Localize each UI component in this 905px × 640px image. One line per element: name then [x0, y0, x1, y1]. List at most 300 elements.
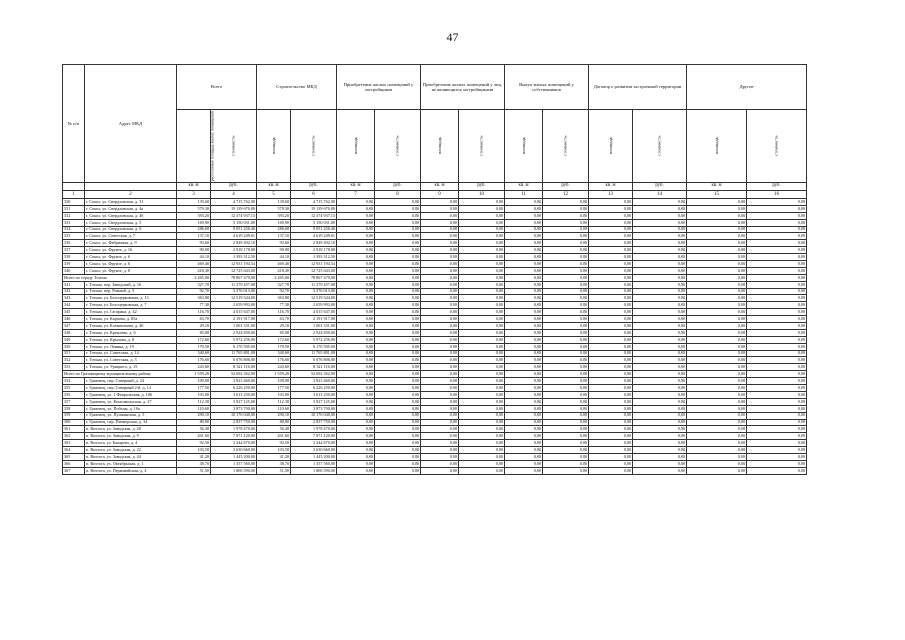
- row-zero-value: 0,00: [687, 233, 747, 240]
- row-zero-value: 0,00: [633, 419, 687, 426]
- row-construction-area: 172,60: [257, 336, 291, 343]
- row-zero-value: 0,00: [337, 261, 375, 268]
- row-total-cost: 2 191 917,00: [211, 316, 257, 323]
- row-total-area: 80,90: [177, 419, 211, 426]
- header-group-total: Всего: [177, 65, 257, 110]
- row-zero-value: 0,00: [337, 316, 375, 323]
- row-zero-value: 0,00: [375, 219, 421, 226]
- row-total-cost: 6 176 595,00: [211, 343, 257, 350]
- row-zero-value: 0,00: [633, 212, 687, 219]
- row-zero-value: 0,00: [337, 233, 375, 240]
- subheader-cost: стоимость: [543, 110, 589, 183]
- row-zero-value: 0,00: [421, 247, 459, 254]
- row-zero-value: 0,00: [747, 295, 807, 302]
- row-zero-value: 0,00: [459, 371, 505, 378]
- row-zero-value: 0,00: [459, 309, 505, 316]
- row-zero-value: 0,00: [747, 447, 807, 454]
- row-address: г. Тотьма, ул. Советская, д. 3: [85, 357, 177, 364]
- row-zero-value: 0,00: [633, 426, 687, 433]
- row-number: 331: [63, 205, 85, 212]
- row-total-area: 90,00: [177, 247, 211, 254]
- row-number: 342: [63, 288, 85, 295]
- row-zero-value: 0,00: [747, 343, 807, 350]
- row-zero-value: 0,00: [375, 261, 421, 268]
- row-zero-value: 0,00: [337, 343, 375, 350]
- table-row: [63, 267, 807, 274]
- row-zero-value: 0,00: [633, 302, 687, 309]
- row-zero-value: 0,00: [747, 385, 807, 392]
- row-total-cost: 7 071 120,00: [211, 433, 257, 440]
- row-total-cost: 1 393 312,50: [211, 254, 257, 261]
- row-zero-value: 0,00: [337, 364, 375, 371]
- row-construction-cost: 3 376 013,00: [291, 288, 337, 295]
- row-zero-value: 0,00: [687, 405, 747, 412]
- table-row: [63, 357, 807, 364]
- row-zero-value: 0,00: [459, 460, 505, 467]
- row-number: 356: [63, 391, 85, 398]
- row-zero-value: 0,00: [543, 309, 589, 316]
- row-zero-value: 0,00: [337, 267, 375, 274]
- row-construction-area: 92,50: [257, 440, 291, 447]
- row-zero-value: 0,00: [375, 419, 421, 426]
- row-zero-value: 0,00: [687, 288, 747, 295]
- row-zero-value: 0,00: [505, 467, 543, 474]
- row-zero-value: 0,00: [633, 323, 687, 330]
- table-row: [63, 233, 807, 240]
- row-zero-value: 0,00: [543, 350, 589, 357]
- row-zero-value: 0,00: [633, 261, 687, 268]
- row-address: п. Вохтога, ул. Заводская, д. 20: [85, 426, 177, 433]
- row-zero-value: 0,00: [459, 378, 505, 385]
- row-zero-value: 0,00: [747, 316, 807, 323]
- row-zero-value: 0,00: [589, 385, 633, 392]
- row-total-cost: 1 357 560,00: [211, 460, 257, 467]
- row-zero-value: 0,00: [589, 378, 633, 385]
- row-zero-value: 0,00: [687, 467, 747, 474]
- row-address: г. Сокол, ул. Свердловская, д. 4б: [85, 212, 177, 219]
- row-construction-cost: 2 849 492,10: [291, 240, 337, 247]
- row-zero-value: 0,00: [543, 323, 589, 330]
- row-zero-value: 0,00: [687, 453, 747, 460]
- row-zero-value: 0,00: [543, 343, 589, 350]
- header-group-developers: Приобретение жилых помещений у застройщиков: [337, 65, 421, 110]
- row-zero-value: 0,00: [505, 205, 543, 212]
- row-construction-cost: 2 837 750,00: [291, 419, 337, 426]
- row-construction-area: 169,90: [257, 219, 291, 226]
- header-group-construction: Строительство МКД: [257, 65, 337, 110]
- row-zero-value: 0,00: [421, 316, 459, 323]
- row-construction-area: 110,60: [257, 405, 291, 412]
- row-zero-value: 0,00: [589, 357, 633, 364]
- row-zero-value: 0,00: [337, 274, 375, 281]
- row-total-cost: 3 823 460,00: [211, 378, 257, 385]
- row-zero-value: 0,00: [375, 267, 421, 274]
- subheader-area: площадь: [505, 110, 543, 183]
- row-total-area: 201,60: [177, 433, 211, 440]
- row-zero-value: 0,00: [337, 419, 375, 426]
- row-zero-value: 0,00: [421, 295, 459, 302]
- row-zero-value: 0,00: [337, 288, 375, 295]
- row-zero-value: 0,00: [633, 254, 687, 261]
- row-zero-value: 0,00: [687, 226, 747, 233]
- row-zero-value: 0,00: [337, 295, 375, 302]
- row-zero-value: 0,00: [375, 433, 421, 440]
- table-row: [63, 378, 807, 385]
- row-construction-area: 177,50: [257, 385, 291, 392]
- table-row: [63, 261, 807, 268]
- row-total-area: 85,00: [177, 329, 211, 336]
- row-construction-cost: 2 918 178,00: [291, 247, 337, 254]
- row-zero-value: 0,00: [589, 247, 633, 254]
- row-zero-value: 0,00: [337, 212, 375, 219]
- row-zero-value: 0,00: [543, 391, 589, 398]
- row-construction-area: 579,30: [257, 205, 291, 212]
- row-total-cost: 5 150 031,00: [211, 219, 257, 226]
- row-zero-value: 0,00: [459, 247, 505, 254]
- row-zero-value: 0,00: [375, 378, 421, 385]
- row-construction-area: 63,70: [257, 316, 291, 323]
- row-zero-value: 0,00: [421, 460, 459, 467]
- row-total-cost: 2 918 178,00: [211, 247, 257, 254]
- row-zero-value: 0,00: [747, 398, 807, 405]
- row-address: г. Тотьма, пер. Заводский, д. 16: [85, 281, 177, 288]
- row-zero-value: 0,00: [459, 233, 505, 240]
- row-zero-value: 0,00: [543, 405, 589, 412]
- row-number: 362: [63, 433, 85, 440]
- row-total-cost: 6 226 250,00: [211, 385, 257, 392]
- row-zero-value: 0,00: [337, 426, 375, 433]
- row-total-area: 38,70: [177, 460, 211, 467]
- row-zero-value: 0,00: [421, 267, 459, 274]
- row-zero-value: 0,00: [459, 440, 505, 447]
- row-total-area: 77,30: [177, 302, 211, 309]
- header-address: Адрес МКД: [85, 65, 177, 183]
- row-zero-value: 0,00: [459, 254, 505, 261]
- row-zero-value: 0,00: [747, 233, 807, 240]
- row-zero-value: 0,00: [687, 343, 747, 350]
- row-zero-value: 0,00: [633, 398, 687, 405]
- row-zero-value: 0,00: [633, 440, 687, 447]
- row-zero-value: 0,00: [337, 440, 375, 447]
- row-zero-value: 0,00: [375, 364, 421, 371]
- row-zero-value: 0,00: [459, 261, 505, 268]
- row-zero-value: 0,00: [337, 205, 375, 212]
- row-zero-value: 0,00: [633, 447, 687, 454]
- row-construction-cost: 1 357 560,00: [291, 460, 337, 467]
- row-zero-value: 0,00: [633, 350, 687, 357]
- row-zero-value: 0,00: [687, 302, 747, 309]
- row-zero-value: 0,00: [589, 329, 633, 336]
- row-zero-value: 0,00: [633, 267, 687, 274]
- row-total-cost: 1 978 470,00: [211, 426, 257, 433]
- row-total-cost: 4 715 762,00: [211, 199, 257, 206]
- row-construction-area: 85,00: [257, 329, 291, 336]
- row-zero-value: 0,00: [633, 226, 687, 233]
- row-zero-value: 0,00: [543, 385, 589, 392]
- row-zero-value: 0,00: [337, 329, 375, 336]
- row-address: г. Грязовец, ул. Пушкинская, д. 5: [85, 412, 177, 419]
- row-total-cost: 2 837 750,00: [211, 419, 257, 426]
- row-total-cost: 9 051 256,46: [211, 226, 257, 233]
- row-total-cost: 3 244 670,00: [211, 440, 257, 447]
- row-zero-value: 0,00: [459, 343, 505, 350]
- row-zero-value: 0,00: [505, 288, 543, 295]
- row-zero-value: 0,00: [421, 447, 459, 454]
- row-construction-cost: 10 176 040,00: [291, 412, 337, 419]
- table-row: [63, 440, 807, 447]
- table-row: [63, 302, 807, 309]
- row-total-cost: 4 015 647,00: [211, 309, 257, 316]
- row-zero-value: 0,00: [421, 426, 459, 433]
- row-zero-value: 0,00: [589, 219, 633, 226]
- row-number: 359: [63, 412, 85, 419]
- row-zero-value: 0,00: [687, 398, 747, 405]
- row-zero-value: 0,00: [337, 447, 375, 454]
- row-zero-value: 0,00: [505, 405, 543, 412]
- row-zero-value: 0,00: [375, 440, 421, 447]
- row-total-area: 112,30: [177, 398, 211, 405]
- row-zero-value: 0,00: [589, 412, 633, 419]
- row-zero-value: 0,00: [421, 261, 459, 268]
- row-construction-cost: 3 613 250,00: [291, 391, 337, 398]
- row-total-area: 340,60: [177, 350, 211, 357]
- units-row: кв. м руб. кв. м руб. кв. м руб. кв. м руб. кв. м руб. кв. м руб. кв. м руб.: [63, 183, 807, 191]
- row-zero-value: 0,00: [633, 378, 687, 385]
- row-total-area: 116,70: [177, 309, 211, 316]
- row-zero-value: 0,00: [459, 405, 505, 412]
- table-row-total: [63, 371, 807, 378]
- row-zero-value: 0,00: [543, 336, 589, 343]
- row-construction-area: 41,20: [257, 453, 291, 460]
- row-zero-value: 0,00: [747, 336, 807, 343]
- row-total-area: 169,90: [177, 219, 211, 226]
- row-construction-cost: 4 619 249,01: [291, 233, 337, 240]
- row-zero-value: 0,00: [505, 226, 543, 233]
- row-address: п. Вохтога, ул. Заводская, д. 22: [85, 447, 177, 454]
- row-zero-value: 0,00: [375, 281, 421, 288]
- row-number: 335: [63, 233, 85, 240]
- row-zero-value: 0,00: [687, 447, 747, 454]
- row-construction-cost: 3 823 460,00: [291, 378, 337, 385]
- row-zero-value: 0,00: [543, 453, 589, 460]
- row-number: 363: [63, 440, 85, 447]
- row-address: г. Грязовец, пер. Северный 2-й, д. 14: [85, 385, 177, 392]
- row-zero-value: 0,00: [687, 336, 747, 343]
- row-zero-value: 0,00: [459, 364, 505, 371]
- row-total-cost: 2 924 850,00: [211, 329, 257, 336]
- subheader-area: площадь: [337, 110, 375, 183]
- row-zero-value: 0,00: [421, 357, 459, 364]
- table-row: [63, 329, 807, 336]
- row-zero-value: 0,00: [375, 391, 421, 398]
- row-zero-value: 0,00: [747, 247, 807, 254]
- row-construction-cost: 6 176 595,00: [291, 343, 337, 350]
- row-construction-area: 93,60: [257, 240, 291, 247]
- row-zero-value: 0,00: [459, 385, 505, 392]
- row-address: г. Тотьма, ул. Белоцерковская, д. 7: [85, 302, 177, 309]
- row-number: 340: [63, 267, 85, 274]
- row-zero-value: 0,00: [505, 343, 543, 350]
- row-number: 355: [63, 385, 85, 392]
- row-zero-value: 0,00: [337, 254, 375, 261]
- row-construction-cost: 8 321 116,00: [291, 364, 337, 371]
- row-zero-value: 0,00: [421, 405, 459, 412]
- row-zero-value: 0,00: [589, 288, 633, 295]
- row-zero-value: 0,00: [687, 378, 747, 385]
- row-zero-value: 0,00: [505, 309, 543, 316]
- row-total-area: 92,50: [177, 440, 211, 447]
- row-zero-value: 0,00: [543, 247, 589, 254]
- row-zero-value: 0,00: [589, 467, 633, 474]
- row-zero-value: 0,00: [505, 453, 543, 460]
- row-total-area: 103,50: [177, 447, 211, 454]
- row-zero-value: 0,00: [543, 412, 589, 419]
- row-zero-value: 0,00: [375, 460, 421, 467]
- row-zero-value: 0,00: [375, 247, 421, 254]
- row-zero-value: 0,00: [633, 364, 687, 371]
- row-construction-area: 137,10: [257, 233, 291, 240]
- row-number: 367: [63, 467, 85, 474]
- row-zero-value: 0,00: [687, 412, 747, 419]
- table-row: [63, 336, 807, 343]
- row-zero-value: 0,00: [543, 357, 589, 364]
- row-zero-value: 0,00: [375, 309, 421, 316]
- row-construction-cost: 12 374 937,13: [291, 212, 337, 219]
- header-group-buyout: Выкуп жилых помещений у собственников: [505, 65, 589, 110]
- subheader-area: площадь: [257, 110, 291, 183]
- row-zero-value: 0,00: [375, 426, 421, 433]
- row-zero-value: 0,00: [337, 219, 375, 226]
- row-zero-value: 0,00: [747, 205, 807, 212]
- row-zero-value: 0,00: [375, 274, 421, 281]
- row-zero-value: 0,00: [633, 357, 687, 364]
- row-zero-value: 0,00: [505, 440, 543, 447]
- row-construction-cost: 11 765 801,00: [291, 350, 337, 357]
- row-zero-value: 0,00: [633, 467, 687, 474]
- row-total-cost: 11 379 457,00: [211, 281, 257, 288]
- table-row: [63, 460, 807, 467]
- row-address: г. Тотьма, ул. Советская, д. 14: [85, 350, 177, 357]
- row-zero-value: 0,00: [459, 295, 505, 302]
- row-number: 341: [63, 281, 85, 288]
- row-total-cost: 10 176 040,00: [211, 412, 257, 419]
- row-zero-value: 0,00: [459, 302, 505, 309]
- table-row: [63, 405, 807, 412]
- row-zero-value: 0,00: [505, 364, 543, 371]
- row-zero-value: 0,00: [747, 240, 807, 247]
- row-total-area: 51,50: [177, 467, 211, 474]
- row-address: г. Сокол, ул. Советская, д. 7: [85, 233, 177, 240]
- row-zero-value: 0,00: [505, 385, 543, 392]
- row-construction-area: 2 265,00: [257, 274, 291, 281]
- table-row: [63, 219, 807, 226]
- row-construction-cost: 3 630 660,00: [291, 447, 337, 454]
- row-zero-value: 0,00: [543, 426, 589, 433]
- row-total-cost: 2 659 993,00: [211, 302, 257, 309]
- row-zero-value: 0,00: [459, 447, 505, 454]
- row-construction-area: 176,60: [257, 357, 291, 364]
- subheader-cost: стоимость: [211, 110, 257, 183]
- row-address: п. Вохтога, ул. Заводская, д. 44: [85, 453, 177, 460]
- row-construction-cost: 1 445 200,00: [291, 453, 337, 460]
- row-zero-value: 0,00: [459, 350, 505, 357]
- row-zero-value: 0,00: [633, 316, 687, 323]
- row-zero-value: 0,00: [589, 398, 633, 405]
- table-row: [63, 281, 807, 288]
- row-zero-value: 0,00: [589, 453, 633, 460]
- row-zero-value: 0,00: [633, 295, 687, 302]
- row-zero-value: 0,00: [421, 205, 459, 212]
- row-zero-value: 0,00: [589, 364, 633, 371]
- row-number: 350: [63, 343, 85, 350]
- row-number: 347: [63, 323, 85, 330]
- row-zero-value: 0,00: [543, 233, 589, 240]
- row-zero-value: 0,00: [747, 274, 807, 281]
- row-zero-value: 0,00: [375, 405, 421, 412]
- row-construction-area: 116,70: [257, 309, 291, 316]
- row-total-area: 172,60: [177, 336, 211, 343]
- row-zero-value: 0,00: [687, 385, 747, 392]
- row-zero-value: 0,00: [421, 371, 459, 378]
- row-zero-value: 0,00: [505, 254, 543, 261]
- row-construction-area: 38,70: [257, 460, 291, 467]
- row-zero-value: 0,00: [543, 378, 589, 385]
- table-row: [63, 240, 807, 247]
- row-zero-value: 0,00: [459, 212, 505, 219]
- row-zero-value: 0,00: [505, 350, 543, 357]
- row-zero-value: 0,00: [375, 254, 421, 261]
- row-zero-value: 0,00: [633, 205, 687, 212]
- row-zero-value: 0,00: [337, 398, 375, 405]
- column-numbers-row: 1 2 3 4 5 6 7 8 9 10 11 12 13 14 15 16: [63, 191, 807, 199]
- row-total-cost: 12 374 937,13: [211, 212, 257, 219]
- row-zero-value: 0,00: [421, 412, 459, 419]
- row-address: г. Сокол, ул. Фрунзе, д. 6: [85, 254, 177, 261]
- row-zero-value: 0,00: [747, 467, 807, 474]
- row-zero-value: 0,00: [543, 302, 589, 309]
- table-row: [63, 226, 807, 233]
- row-zero-value: 0,00: [687, 460, 747, 467]
- row-total-area: 363,80: [177, 295, 211, 302]
- row-zero-value: 0,00: [337, 453, 375, 460]
- row-zero-value: 0,00: [747, 405, 807, 412]
- row-zero-value: 0,00: [543, 281, 589, 288]
- row-zero-value: 0,00: [505, 329, 543, 336]
- row-zero-value: 0,00: [589, 336, 633, 343]
- table-row: [63, 323, 807, 330]
- row-address: г. Грязовец, ул. 1 Февральская, д. 106: [85, 391, 177, 398]
- row-total-cost: 8 321 116,00: [211, 364, 257, 371]
- row-construction-cost: 6 076 806,00: [291, 357, 337, 364]
- row-zero-value: 0,00: [375, 226, 421, 233]
- row-zero-value: 0,00: [543, 364, 589, 371]
- row-zero-value: 0,00: [337, 323, 375, 330]
- row-construction-area: 201,60: [257, 433, 291, 440]
- row-construction-cost: 1 978 470,00: [291, 426, 337, 433]
- row-zero-value: 0,00: [589, 405, 633, 412]
- row-number: 358: [63, 405, 85, 412]
- row-zero-value: 0,00: [687, 323, 747, 330]
- row-zero-value: 0,00: [505, 336, 543, 343]
- row-number: 353: [63, 364, 85, 371]
- table-row: [63, 385, 807, 392]
- row-zero-value: 0,00: [633, 460, 687, 467]
- row-address: г. Сокол, ул. Свердловская, д. 6: [85, 226, 177, 233]
- row-number: 346: [63, 316, 85, 323]
- row-construction-area: 103,50: [257, 447, 291, 454]
- row-zero-value: 0,00: [459, 281, 505, 288]
- row-zero-value: 0,00: [421, 329, 459, 336]
